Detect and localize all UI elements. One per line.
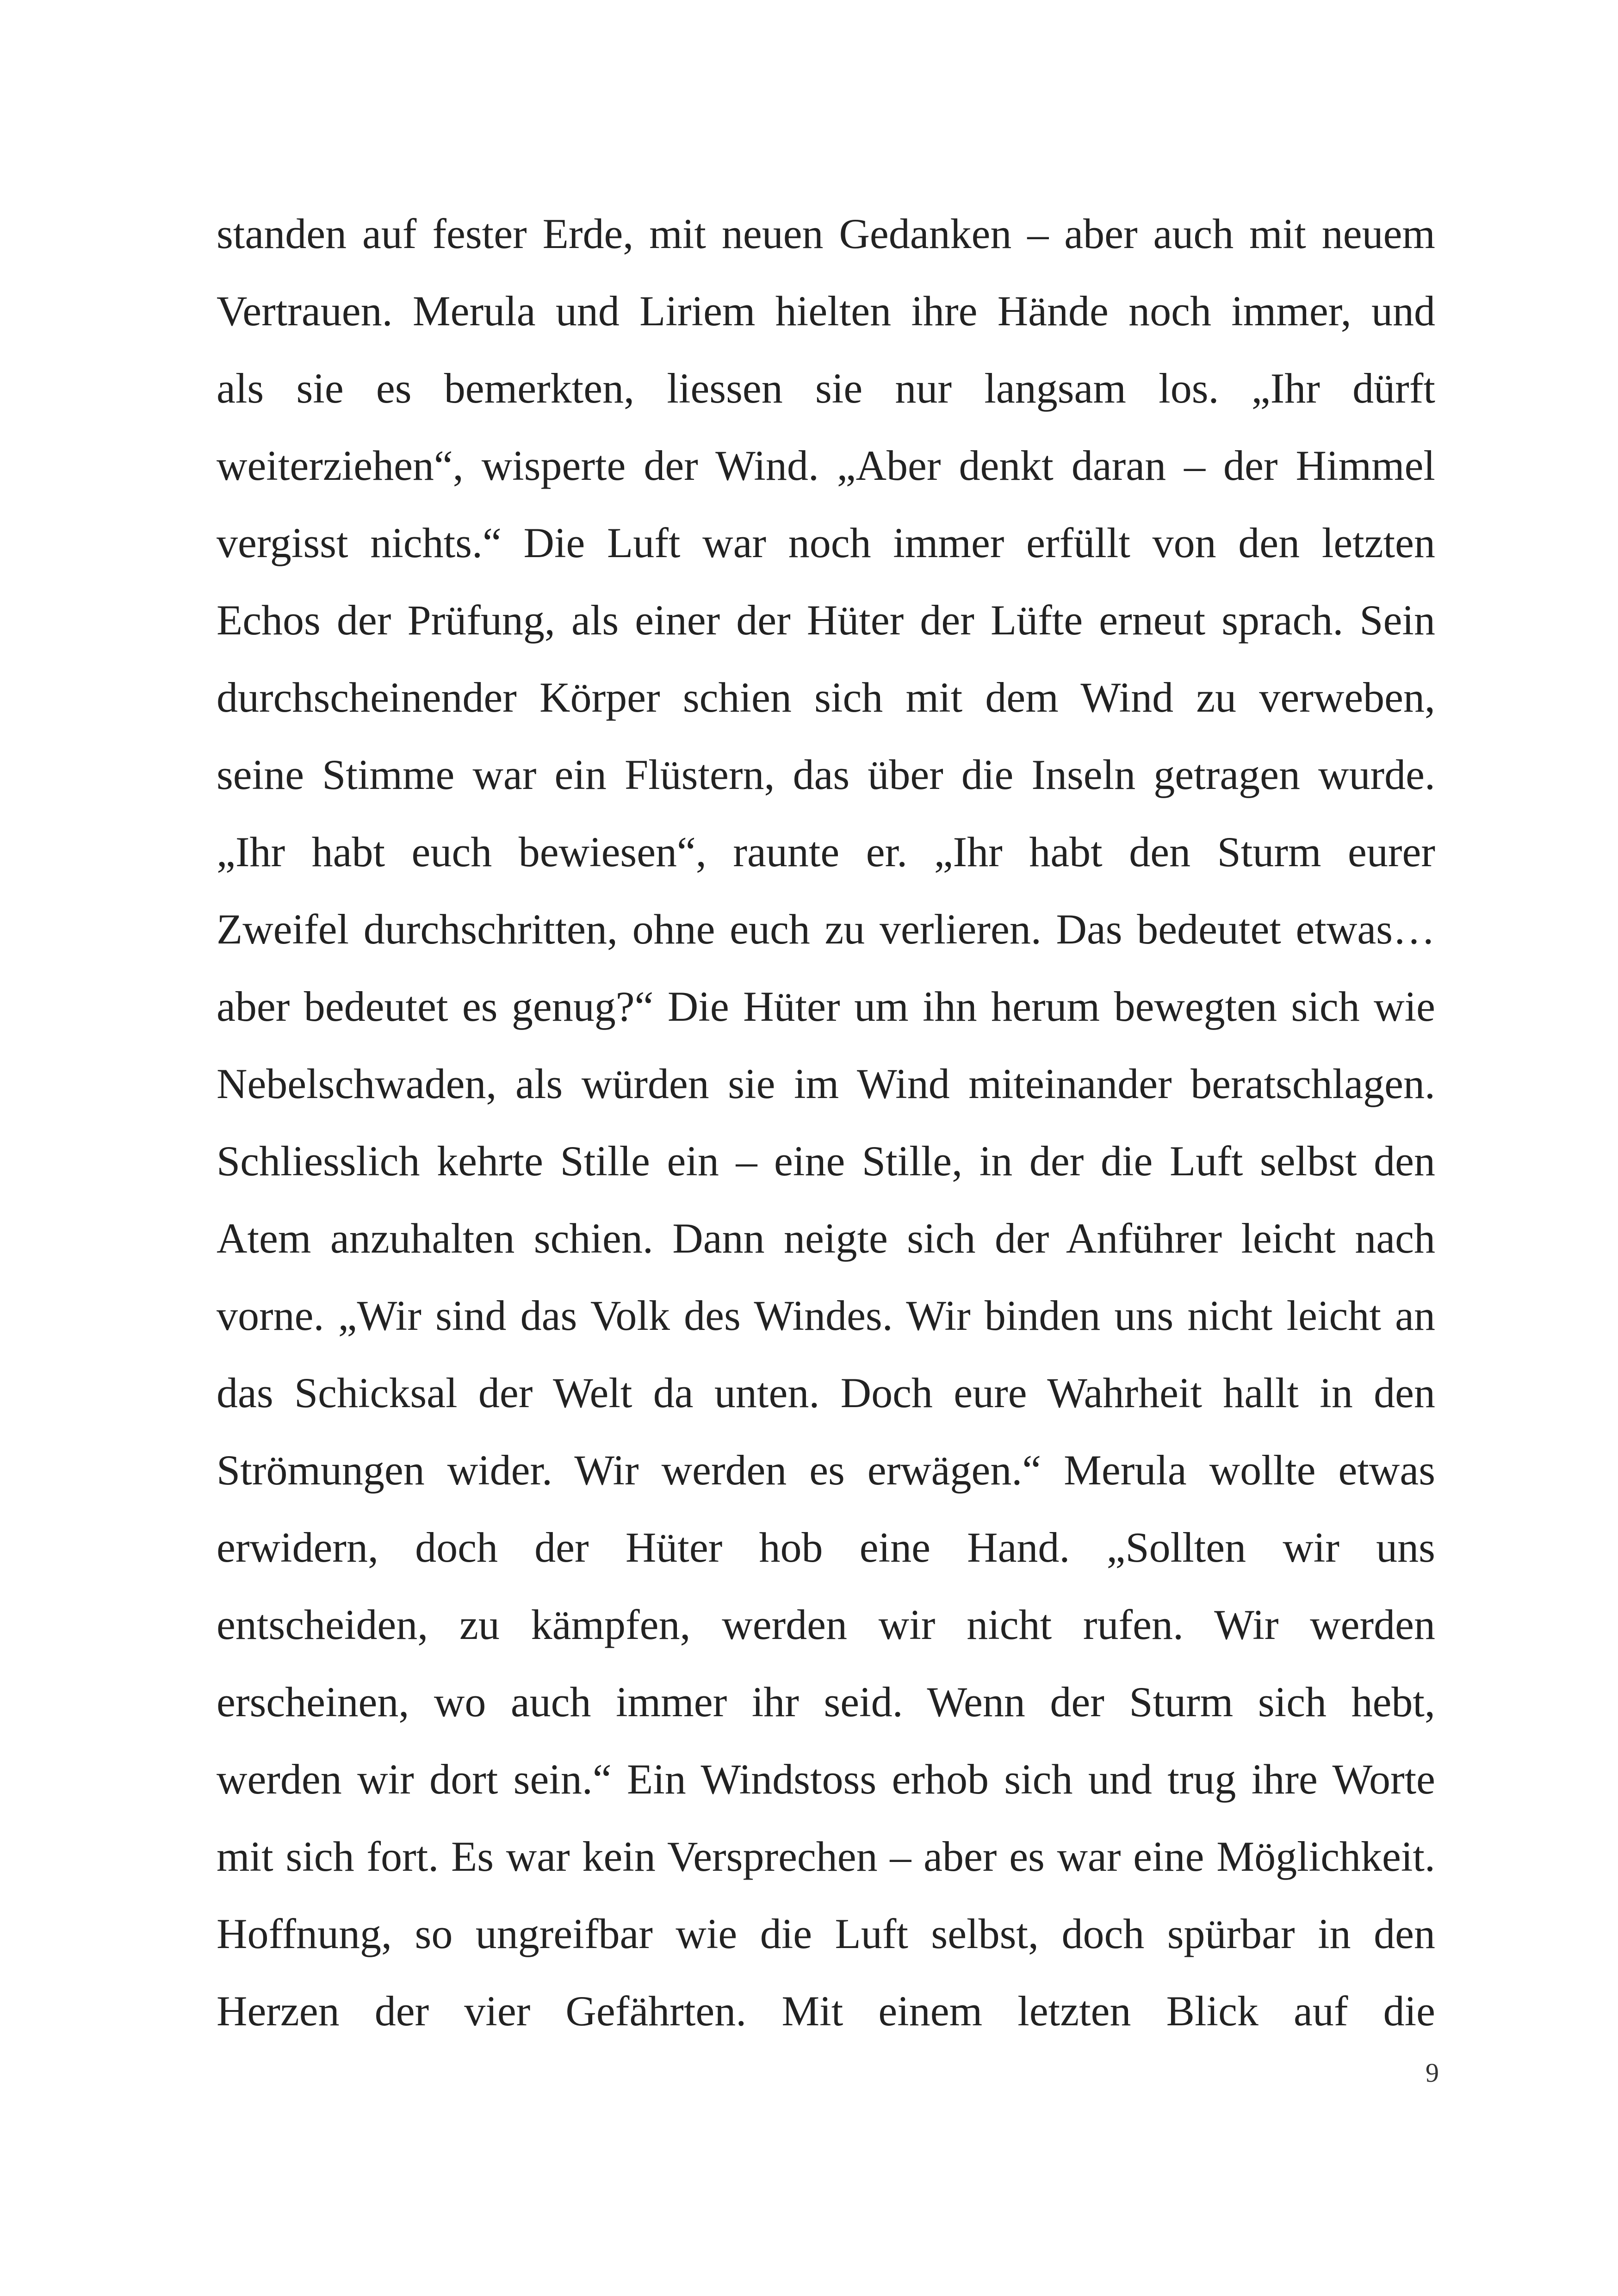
body-text <box>217 210 1435 2067</box>
text-line: Zweifel durchschritten, ohne euch zu verlieren. Das bedeutet etwas… <box>217 906 1435 953</box>
text-line: mit sich fort. Es war kein Versprechen – aber es war eine Möglichkeit. <box>217 1833 1435 1880</box>
page-number: 9 <box>1426 2058 1439 2088</box>
text-line: durchscheinender Körper schien sich mit dem Wind zu verweben, <box>217 674 1435 721</box>
text-line: Hoffnung, so ungreifbar wie die Luft selbst, doch spürbar in den <box>217 1910 1435 1957</box>
text-line: Echos der Prüfung, als einer der Hüter der Lüfte erneut sprach. Sein <box>217 596 1435 644</box>
text-line: weiterziehen“, wisperte der Wind. „Aber denkt daran – der Himmel <box>217 442 1435 489</box>
text-line: Strömungen wider. Wir werden es erwägen.“ Merula wollte etwas <box>217 1446 1435 1494</box>
text-line: erscheinen, wo auch immer ihr seid. Wenn der Sturm sich hebt, <box>217 1678 1435 1725</box>
text-line: das Schicksal der Welt da unten. Doch eure Wahrheit hallt in den <box>217 1369 1435 1416</box>
text-line: entscheiden, zu kämpfen, werden wir nicht rufen. Wir werden <box>217 1601 1435 1648</box>
text-line: erwidern, doch der Hüter hob eine Hand. „Sollten wir uns <box>217 1524 1435 1571</box>
text-line: Vertrauen. Merula und Liriem hielten ihre Hände noch immer, und <box>217 287 1435 335</box>
text-line: seine Stimme war ein Flüstern, das über die Inseln getragen wurde. <box>217 751 1435 798</box>
text-line: Herzen der vier Gefährten. Mit einem letzten Blick auf die <box>217 1987 1435 2035</box>
text-line: „Ihr habt euch bewiesen“, raunte er. „Ihr habt den Sturm eurer <box>217 828 1435 875</box>
text-line: werden wir dort sein.“ Ein Windstoss erhob sich und trug ihre Worte <box>217 1756 1435 1803</box>
text-line: Schliesslich kehrte Stille ein – eine Stille, in der die Luft selbst den <box>217 1137 1435 1185</box>
text-line: Atem anzuhalten schien. Dann neigte sich der Anführer leicht nach <box>217 1215 1435 1262</box>
text-line: vorne. „Wir sind das Volk des Windes. Wir binden uns nicht leicht an <box>217 1292 1435 1339</box>
text-line: standen auf fester Erde, mit neuen Gedanken – aber auch mit neuem <box>217 210 1435 257</box>
text-line: vergisst nichts.“ Die Luft war noch immer erfüllt von den letzten <box>217 519 1435 566</box>
text-line: als sie es bemerkten, liessen sie nur langsam los. „Ihr dürft <box>217 365 1435 412</box>
text-line: Nebelschwaden, als würden sie im Wind miteinander beratschlagen. <box>217 1060 1435 1107</box>
text-line: aber bedeutet es genug?“ Die Hüter um ihn herum bewegten sich wie <box>217 983 1435 1030</box>
